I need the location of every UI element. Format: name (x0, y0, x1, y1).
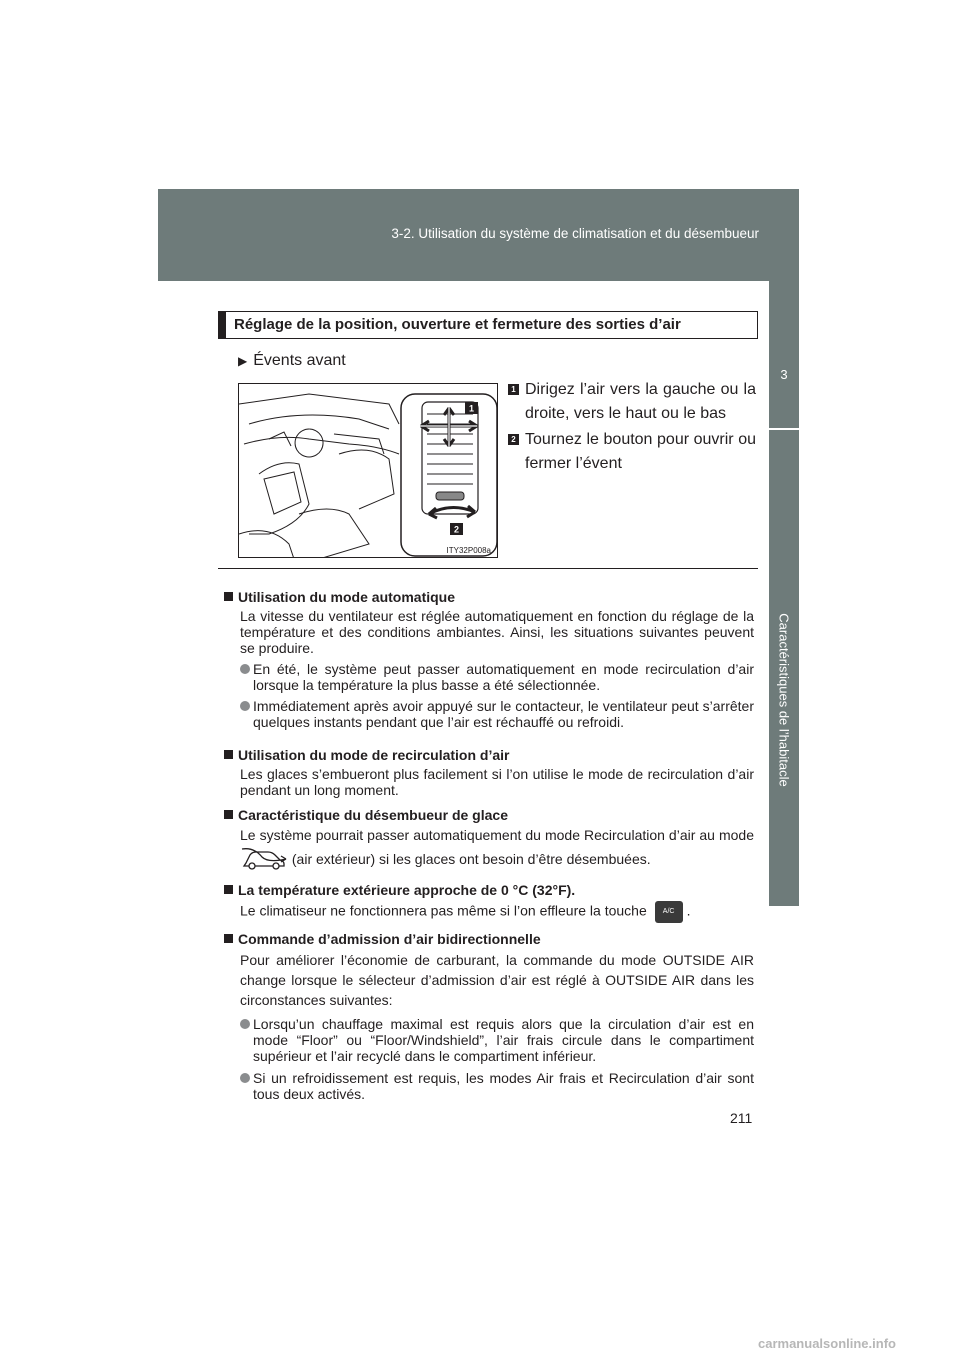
note-title (224, 589, 754, 605)
outside-air-icon (240, 845, 288, 876)
subheading (238, 352, 346, 370)
svg-text:2: 2 (453, 524, 460, 535)
note-defogger (224, 807, 754, 876)
figure-code: ITY32P008a (446, 546, 491, 555)
chapter-number: 3 (780, 367, 788, 382)
note-title (224, 747, 754, 763)
svg-text:1: 1 (468, 403, 475, 414)
note-bullet (240, 1070, 754, 1102)
note-bullet (240, 1016, 754, 1064)
square-bullet-icon (224, 592, 233, 601)
side-tab-divider (769, 428, 799, 430)
step-text: Tournez le bouton pour ouvrir ou fermer l’évent (525, 431, 756, 472)
step-number-badge: 1 (508, 384, 519, 395)
square-bullet-icon (224, 934, 233, 943)
note-body-text: Le système pourrait passer automatiquement du mode Recirculation d’air au mode (240, 827, 754, 843)
note-recirculation (224, 747, 754, 798)
chapter-label (771, 600, 797, 800)
note-title-text: Utilisation du mode automatique (238, 589, 456, 605)
subheading-text: Évents avant (253, 352, 346, 369)
note-body-text: (air extérieur) si les glaces ont besoin d’être désembuées. (291, 851, 651, 868)
bullet-text: Lorsqu’un chauffage maximal est requis alors que la circulation d’air est en mode “Floor” ou “Floor/Windshield”, l’air frais circule dans le compartiment supérieur et l’air recyclé dans le compartiment inférieur. (253, 1016, 754, 1064)
step-1 (508, 378, 756, 426)
note-title (224, 882, 754, 898)
note-outside-temp (224, 882, 754, 923)
bullet-text: Si un refroidissement est requis, les modes Air frais et Recirculation d’air sont tous deux activés. (253, 1070, 754, 1102)
note-body-text: . (686, 902, 691, 919)
note-title (224, 807, 754, 823)
round-bullet-icon (240, 664, 250, 674)
note-title-text: La température extérieure approche de 0 °C (32°F). (238, 882, 576, 898)
chapter-header (158, 189, 799, 281)
note-body: La vitesse du ventilateur est réglée automatiquement en fonction du réglage de la température et des conditions ambiantes. Ainsi, les situations suivantes peuvent se produire. (240, 608, 754, 656)
note-body (240, 901, 754, 923)
note-title-text: Utilisation du mode de recirculation d’air (238, 747, 510, 763)
note-bullet (240, 661, 754, 693)
square-bullet-icon (224, 750, 233, 759)
note-auto-mode (224, 589, 754, 730)
page-number: 211 (730, 1110, 753, 1126)
section-title: Réglage de la position, ouverture et fermeture des sorties d’air (218, 311, 758, 339)
round-bullet-icon (240, 1073, 250, 1083)
round-bullet-icon (240, 1019, 250, 1029)
step-number-badge: 2 (508, 434, 519, 445)
note-body: Les glaces s’embueront plus facilement si l’on utilise le mode de recirculation d’air pendant un long moment. (240, 766, 754, 798)
car-interior-drawing (239, 384, 498, 558)
note-bidirectional-intake (224, 931, 754, 1102)
square-bullet-icon (224, 810, 233, 819)
watermark: carmanualsonline.info (758, 1336, 896, 1351)
note-title-text: Commande d’admission d’air bidirectionnelle (238, 931, 541, 947)
note-body-text: Le climatiseur ne fonctionnera pas même si l’on effleure la touche (240, 902, 647, 919)
note-title (224, 931, 754, 947)
note-bullet (240, 698, 754, 730)
square-bullet-icon (224, 885, 233, 894)
chapter-label-text: Caractéristiques de l’habitacle (776, 613, 792, 787)
triangle-right-icon: ▶ (238, 354, 248, 368)
vent-illustration (238, 383, 498, 558)
ac-button-icon: A/C (655, 901, 683, 923)
note-body (240, 826, 754, 876)
round-bullet-icon (240, 701, 250, 711)
bullet-text: Immédiatement après avoir appuyé sur le contacteur, le ventilateur peut s’arrêter quelques instants pendant que l’air est réchauffé ou refroidi. (253, 698, 754, 730)
note-title-text: Caractéristique du désembueur de glace (238, 807, 508, 823)
section-divider (218, 568, 758, 569)
note-body: Pour améliorer l’économie de carburant, la commande du mode OUTSIDE AIR change lorsque le sélecteur d’admission d’air est réglé à OUTSIDE AIR dans les circonstances suivantes: (240, 952, 754, 1008)
bullet-text: En été, le système peut passer automatiquement en mode recirculation d’air lorsque la température la plus basse a été sélectionnée. (253, 661, 754, 693)
breadcrumb: 3-2. Utilisation du système de climatisation et du désembueur (391, 226, 759, 241)
step-text: Dirigez l’air vers la gauche ou la droite, vers le haut ou le bas (525, 381, 756, 422)
step-2 (508, 428, 756, 476)
